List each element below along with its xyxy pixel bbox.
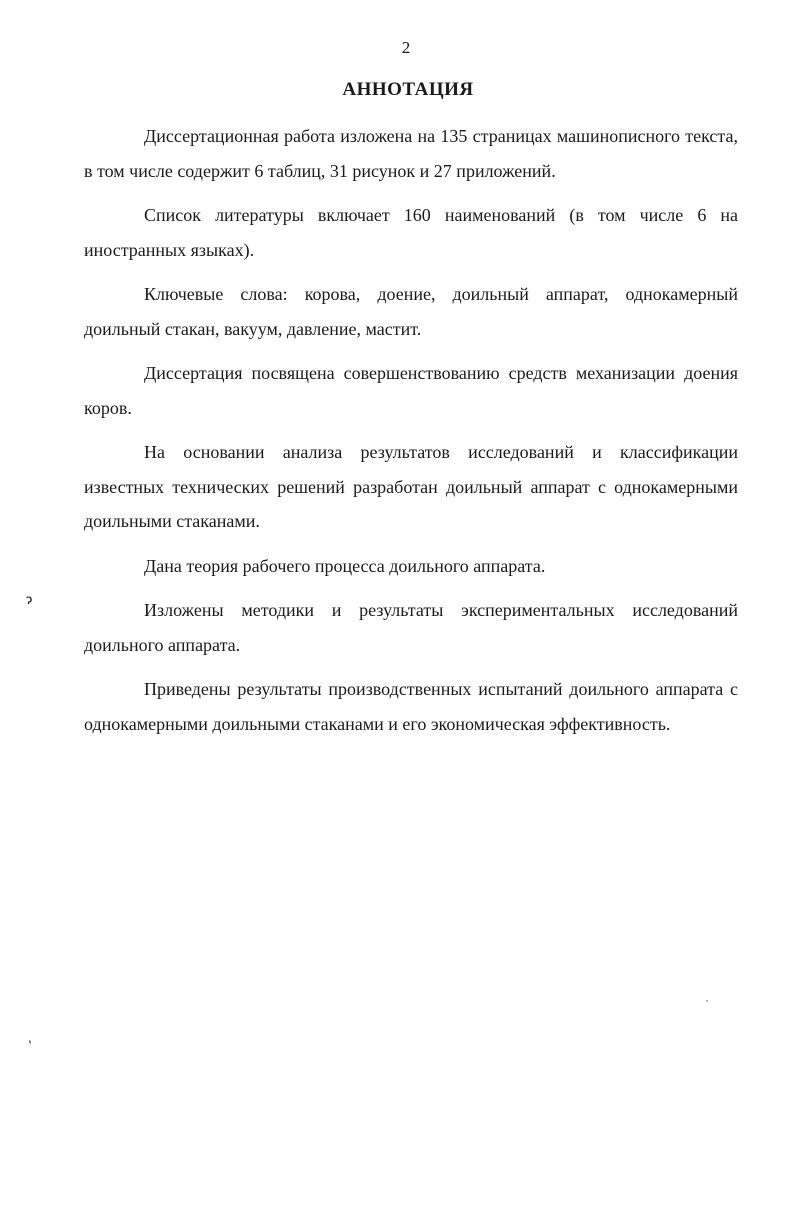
paragraph-keywords: Ключевые слова: корова, доение, доильный аппарат, однокамерный доильный стакан, вакуум, давление, мастит. <box>84 284 738 339</box>
abstract-body <box>84 119 738 751</box>
paragraph-development: На основании анализа результатов исследований и классификации известных технических решений разработан доильный аппарат с однокамерными доильными стаканами. <box>84 442 738 531</box>
paragraph-topic: Диссертация посвящена совершенствованию средств механизации доения коров. <box>84 363 738 418</box>
paragraph-volume: Диссертационная работа изложена на 135 страницах машинописного текста, в том числе содержит 6 таблиц, 31 рисунок и 27 приложений. <box>84 126 738 181</box>
scan-artifact-mark-icon: ʽ <box>28 1040 32 1054</box>
paragraph-results: Приведены результаты производственных испытаний доильного аппарата с однокамерными доильными стаканами и его экономическая эффективность. <box>84 679 738 734</box>
scan-artifact-mark-icon: ɂ <box>26 593 33 608</box>
paragraph-methods: Изложены методики и результаты экспериментальных исследований доильного аппарата. <box>84 600 738 655</box>
paragraph-references: Список литературы включает 160 наименований (в том числе 6 на иностранных языках). <box>84 205 738 260</box>
scan-speck <box>706 1000 708 1002</box>
paragraph-theory: Дана теория рабочего процесса доильного аппарата. <box>144 555 546 576</box>
page-number: 2 <box>401 38 411 57</box>
page-title: АННОТАЦИЯ <box>342 79 474 100</box>
